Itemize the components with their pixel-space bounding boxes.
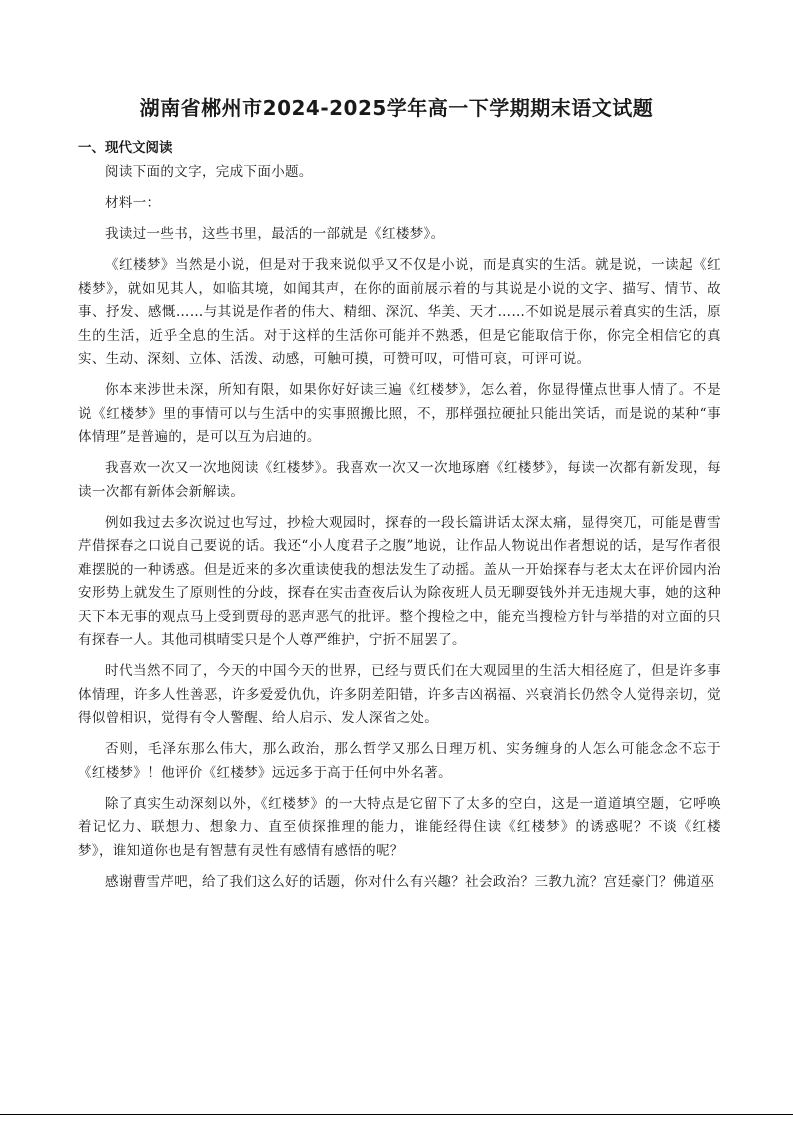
paragraph-material-label: 材料一：: [105, 195, 161, 211]
section-heading: 一、现代文阅读: [78, 140, 173, 156]
paragraph: 除了真实生动深刻以外，《红楼梦》的一大特点是它留下了太多的空白，这是一道道填空题，它呼唤着记忆力、联想力、想象力、直至侦探推理的能力，谁能经得住读《红楼梦》的诱惑呢？不谈《红楼梦》，谁知道你也是有智慧有灵性有感情有感悟的呢？: [78, 795, 721, 859]
paragraph: 时代当然不同了，今天的中国今天的世界，已经与贾氏们在大观园里的生活大相径庭了，但是许多事体情理，许多人性善恶，许多爱爱仇仇，许多阴差阳错，许多吉凶祸福、兴衰消长仍然令人觉得亲切，觉得似曾相识，觉得有令人警醒、给人启示、发人深省之处。: [78, 663, 721, 726]
paragraph: 否则，毛泽东那么伟大，那么政治，那么哲学又那么日理万机、实务缠身的人怎么可能念念不忘于《红楼梦》！他评价《红楼梦》远远多于高于任何中外名著。: [78, 741, 721, 781]
paragraph: 你本来涉世未深，所知有限，如果你好好读三遍《红楼梦》，怎么着，你显得懂点世事人情了。不是说《红楼梦》里的事情可以与生活中的实事照搬比照，不，那样强拉硬扯只能出笑话，而是说的某种“事体情理”是普遍的，是可以互为启迪的。: [78, 382, 721, 445]
paragraph: 我喜欢一次又一次地阅读《红楼梦》。我喜欢一次又一次地琢磨《红楼梦》，每读一次都有新发现，每读一次都有新体会新解读。: [78, 460, 721, 500]
reading-material: [78, 161, 721, 902]
page-bottom-divider: [0, 1114, 793, 1115]
paragraph-instructions: 阅读下面的文字，完成下面小题。: [105, 164, 313, 180]
paragraph: 感谢曹雪芹吧，给了我们这么好的话题，你对什么有兴趣？社会政治？三教九流？宫廷豪门？佛道巫: [105, 873, 715, 890]
paragraph: 例如我过去多次说过也写过，抄检大观园时，探春的一段长篇讲话太深太痛，显得突兀，可能是曹雪芹借探春之口说自己要说的话。我还“小人度君子之腹”地说，让作品人物说出作者想说的话，是写作者很难摆脱的一种诱惑。但是近来的多次重读使我的想法发生了动摇。盖从一开始探春与老太太在评价园内治安形势上就发生了原则性的分歧，探春在实击查夜后认为除夜班人员无聊耍钱外并无违规大事，她的这种天下本无事的观点马上受到贾母的恶声恶气的批评。整个搜检之中，能充当搜检方针与举措的对立面的只有探春一人。其他司棋晴雯只是个人尊严维护，宁折不屈罢了。: [78, 514, 721, 648]
paragraph: 我读过一些书，这些书里，最活的一部就是《红楼梦》。: [105, 226, 445, 242]
page-title: 湖南省郴州市2024-2025学年高一下学期期末语文试题: [139, 96, 654, 120]
paragraph: 《红楼梦》当然是小说，但是对于我来说似乎又不仅是小说，而是真实的生活。就是说，一读起《红楼梦》，就如见其人，如临其境，如闻其声，在你的面前展示着的与其说是小说的文字、描写、情节、故事、抒发、感慨……与其说是作者的伟大、精细、深沉、华美、天才……不如说是展示着真实的生活，原生的生活，近乎全息的生活。对于这样的生活你可能并不熟悉，但是它能取信于你，你完全相信它的真实、生动、深刻、立体、活泼、动感，可触可摸，可赞可叹，可惜可哀，可评可说。: [78, 257, 721, 367]
